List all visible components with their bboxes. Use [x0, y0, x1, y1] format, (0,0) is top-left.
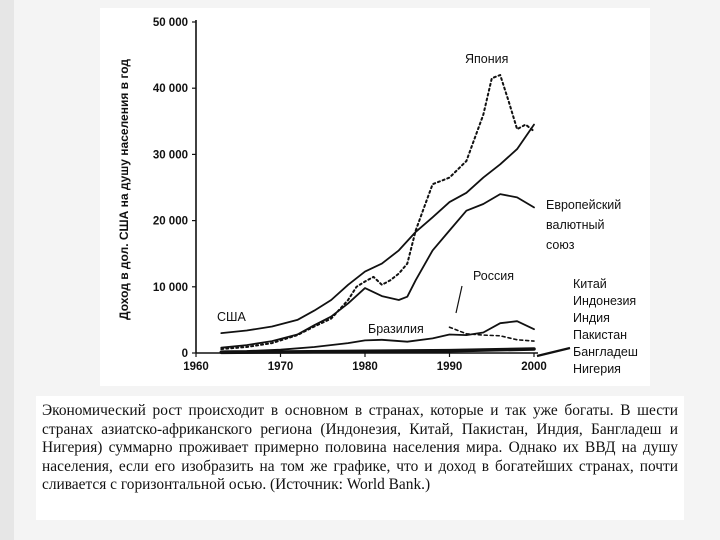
chart-figure: [100, 8, 650, 386]
x-tick-label: 1990: [436, 361, 463, 373]
series-annotation: Китай: [573, 277, 607, 291]
series-annotation: Индонезия: [573, 294, 637, 308]
series-annotation: Бангладеш: [573, 345, 638, 359]
asia-africa-pointer: [537, 348, 570, 356]
series-annotation: Бразилия: [368, 322, 424, 336]
series-annotation: Нигерия: [573, 362, 621, 376]
x-tick-label: 2000: [521, 361, 547, 373]
series-line-1: [221, 75, 534, 349]
series-annotation: Япония: [465, 52, 509, 66]
y-tick-label: 0: [181, 348, 188, 360]
y-tick-label: 40 000: [152, 83, 188, 96]
series-annotation: США: [217, 310, 246, 324]
y-axis-label: Доход в дол. США на душу населения в год: [117, 58, 131, 321]
slide-margin-bar: [0, 0, 14, 540]
y-tick-label: 50 000: [152, 17, 188, 29]
series-annotation: валютный: [546, 218, 605, 232]
series-annotation: Индия: [573, 311, 610, 325]
x-tick-label: 1970: [267, 361, 294, 373]
series-annotation: Пакистан: [573, 328, 628, 342]
line-chart: [100, 8, 650, 386]
russia-pointer: [456, 286, 462, 313]
y-tick-label: 20 000: [152, 215, 188, 228]
figure-caption: Экономический рост происходит в основном в странах, которые и так уже богаты. В шести странах азиатско-африканского региона (Индонезия, Китай, Пакистан, Индия, Бангладеш и Нигерия) суммарно проживает примерно половина населения мира. Однако их ВВД на душу населения, если его изобразить на том же графике, что и доход в богатейших странах, почти сливается с горизонтальной осью. (Источник: World Bank.): [36, 396, 684, 520]
x-tick-label: 1980: [352, 361, 378, 373]
series-annotation: Европейский: [546, 198, 622, 212]
y-tick-label: 30 000: [152, 149, 188, 162]
x-tick-label: 1960: [183, 361, 209, 373]
series-annotation: союз: [546, 238, 575, 252]
y-tick-label: 10 000: [152, 281, 188, 294]
series-line-0: [221, 125, 534, 334]
series-annotation: Россия: [473, 269, 514, 283]
